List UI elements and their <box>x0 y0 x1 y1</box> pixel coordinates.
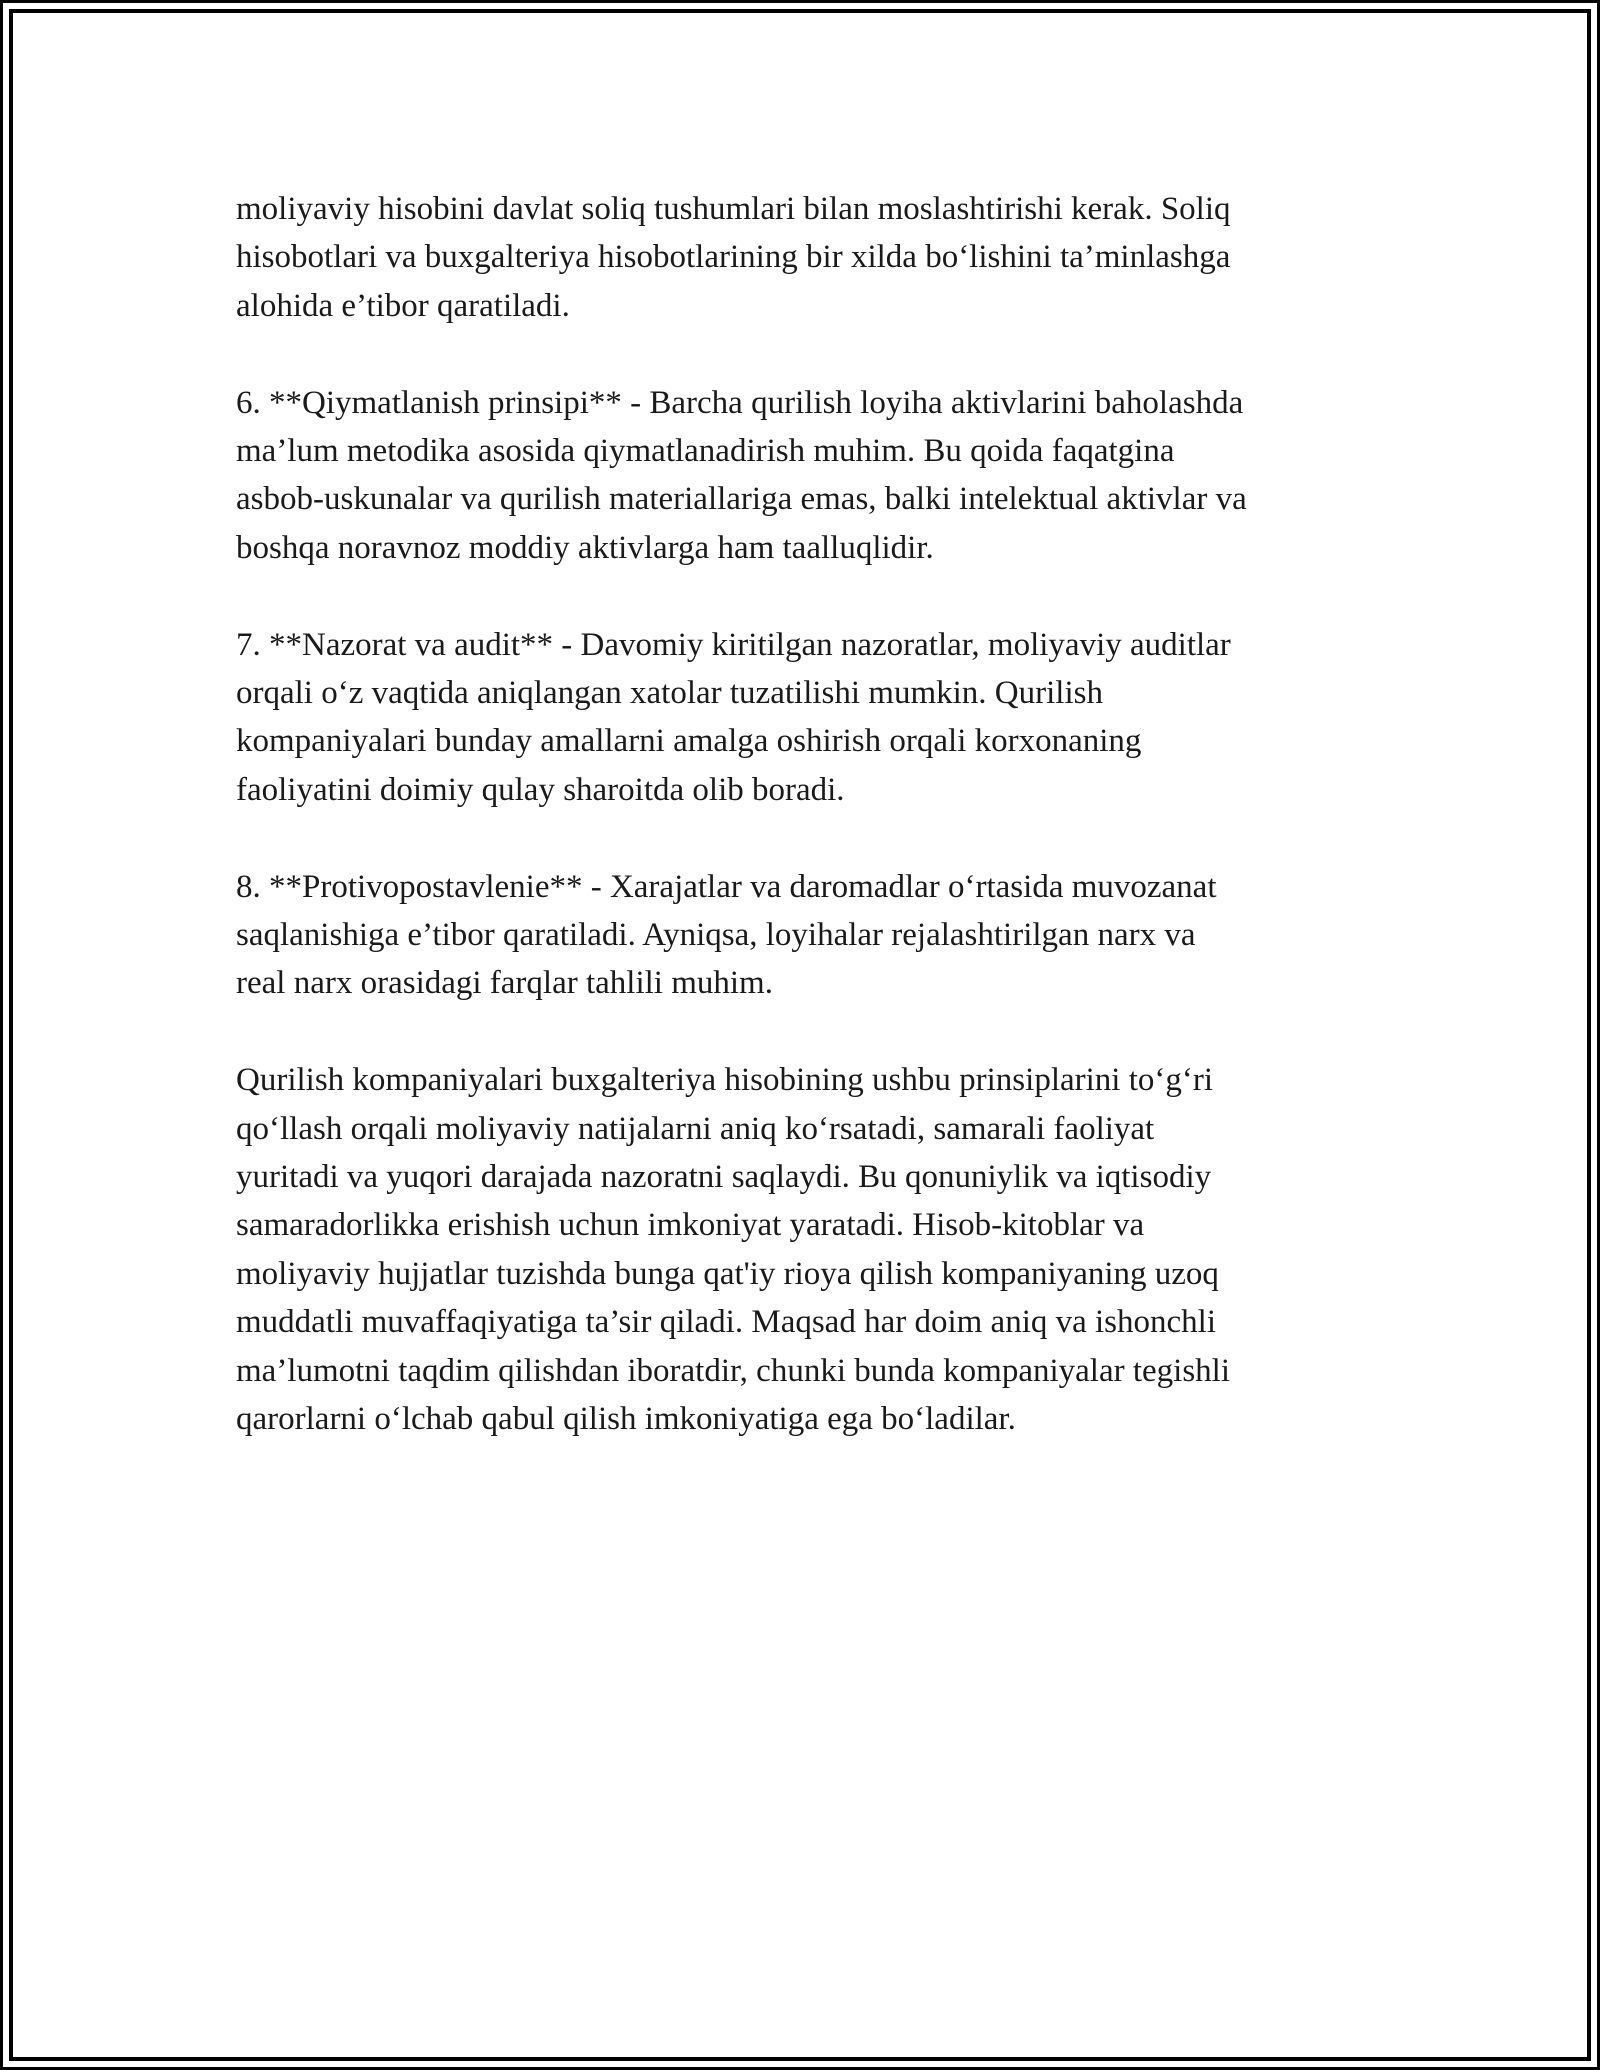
paragraph-control-and-audit: 7. **Nazorat va audit** - Davomiy kiritilgan nazoratlar, moliyaviy auditlar orqali o‘z vaqtida aniqlangan xatolar tuzatilishi mumkin. Qurilish kompaniyalari bunday amallarni amalga oshirish orqali korxonaning faoliyatini doimiy qulay sharoitda olib boradi. <box>236 626 1231 808</box>
paragraph-tax-reconciliation: moliyaviy hisobini davlat soliq tushumlari bilan moslashtirishi kerak. Soliq hisobotlari va buxgalteriya hisobotlarining bir xilda bo‘lishini ta’minlashga alohida e’tibor qaratiladi. <box>236 191 1231 324</box>
document-body <box>236 185 1376 1492</box>
paragraph-valuation-principle: 6. **Qiymatlanish prinsipi** - Barcha qurilish loyiha aktivlarini baholashda ma’lum metodika asosida qiymatlanadirish muhim. Bu qoida faqatgina asbob-uskunalar va qurilish materiallariga emas, balki intelektual aktivlar va boshqa noravnoz moddiy aktivlarga ham taalluqlidir. <box>236 384 1247 566</box>
paragraph-protivopostavlenie: 8. **Protivopostavlenie** - Xarajatlar va daromadlar o‘rtasida muvozanat saqlanishiga e’tibor qaratiladi. Ayniqsa, loyihalar rejalashtirilgan narx va real narx orasidagi farqlar tahlili muhim. <box>236 868 1217 1002</box>
paragraph-conclusion: Qurilish kompaniyalari buxgalteriya hisobining ushbu prinsiplarini to‘g‘ri qo‘llash orqali moliyaviy natijalarni aniq ko‘rsatadi, samarali faoliyat yuritadi va yuqori darajada nazoratni saqlaydi. Bu qonuniylik va iqtisodiy samaradorlikka erishish uchun imkoniyat yaratadi. Hisob-kitoblar va moliyaviy hujjatlar tuzishda bunga qat'iy rioya qilish kompaniyaning uzoq muddatli muvaffaqiyatiga ta’sir qiladi. Maqsad har doim aniq va ishonchli ma’lumotni taqdim qilishdan iboratdir, chunki bunda kompaniyalar tegishli qarorlarni o‘lchab qabul qilish imkoniyatiga ega bo‘ladilar. <box>236 1062 1230 1438</box>
